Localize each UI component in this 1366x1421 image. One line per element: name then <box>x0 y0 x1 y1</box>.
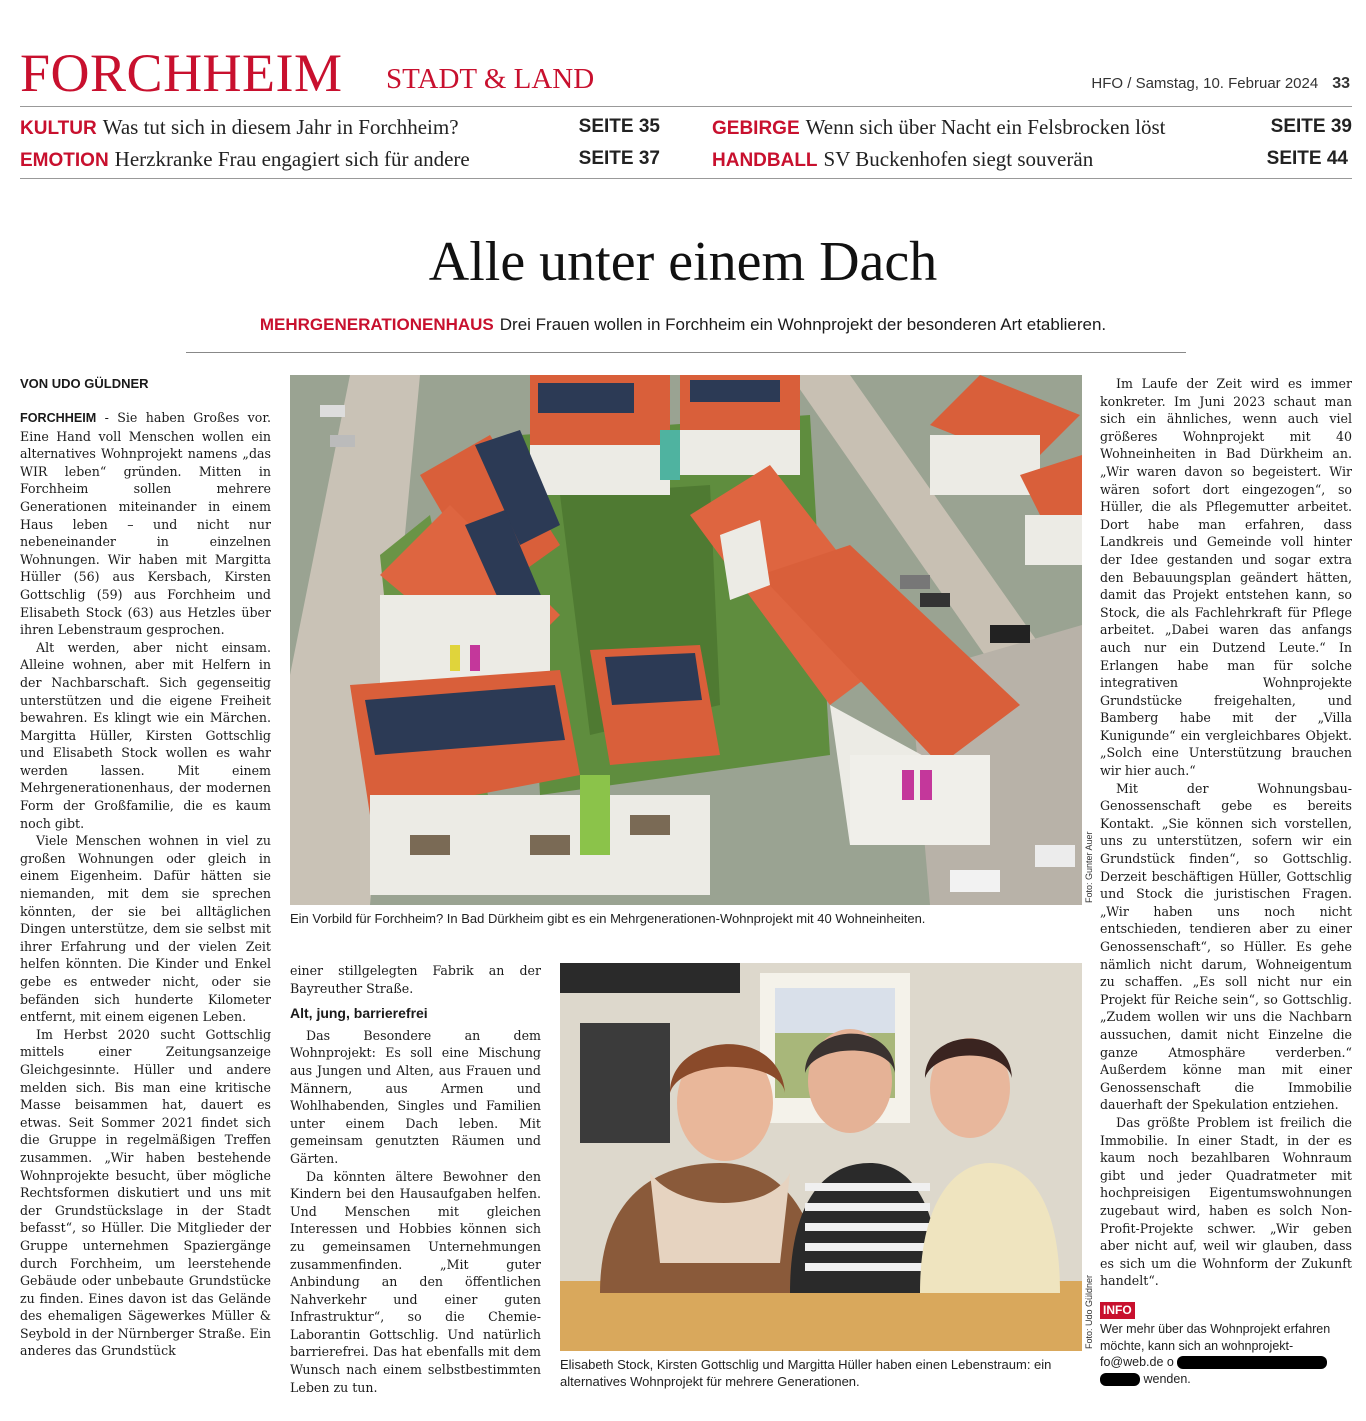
divider <box>20 106 1352 107</box>
teaser-text: Was tut sich in diesem Jahr in Forchheim? <box>102 115 459 139</box>
divider <box>186 352 1186 353</box>
teaser-keyword: HANDBALL <box>712 150 818 171</box>
paragraph: Alt werden, aber nicht einsam. Alleine wohnen, aber mit Helfern in der Nachbarschaft. Sich gegenseitig unterstützen und die eigene Freiheit bewahren. Es klingt wie ein Märchen. Margitta Hüller, Kirsten Gottschlig und Elisabeth Stock wollen es wahr werden lassen. Mit einem Mehrgenerationenhaus, der modernen Form der Großfamilie, die es kaum noch gibt. <box>20 639 271 831</box>
paragraph: Das größte Problem ist freilich die Immobilie. In einer Stadt, in der es kaum noch bezahlbaren Wohnraum gibt und jeder Quadratmeter mit hochpreisigen Eigentumswohnungen zugebaut wird, haben es solch Non-Profit-Projekte schwer. „Wir geben aber nicht auf, weil wir glauben, dass es sich um die Wohnform der Zukunft handelt“. <box>1100 1114 1352 1289</box>
teaser-keyword: KULTUR <box>20 118 97 139</box>
photo-credit: Foto: Udo Güldner <box>1084 1274 1094 1349</box>
photo-caption: Elisabeth Stock, Kirsten Gottschlig und Margitta Hüller haben einen Lebenstraum: ein alternatives Wohnprojekt für mehrere Generationen. <box>560 1357 1052 1389</box>
dek-keyword: MEHRGENERATIONENHAUS <box>259 315 494 334</box>
info-text <box>1100 1321 1350 1387</box>
section-title: FORCHHEIM <box>20 43 343 103</box>
byline: VON UDO GÜLDNER <box>20 376 149 391</box>
aerial-image <box>290 375 1082 905</box>
teaser-text: Wenn sich über Nacht ein Felsbrocken löst <box>805 115 1166 139</box>
teaser-gebirge[interactable] <box>712 113 1352 141</box>
teaser-text: SV Buckenhofen siegt souverän <box>823 147 1094 171</box>
edition-meta <box>1091 74 1350 94</box>
dek-text: Drei Frauen wollen in Forchheim ein Wohnprojekt der besonderen Art etablieren. <box>499 315 1107 334</box>
paragraph: Da könnten ältere Bewohner den Kindern bei den Hausaufgaben helfen. Und Menschen mit gleichen Interessen und Hobbies können sich zu gemeinsamen Unternehmungen zusammenfinden. „Mit guter Anbindung an den öffentlichen Nahverkehr und einer guten Infrastruktur“, so die Chemie-Laborantin Gottschlig. Und natürlich barrierefrei. Das hat ebenfalls mit dem Wunsch nach einem selbstbestimmten Leben zu tun. <box>290 1168 541 1394</box>
article-column-1 <box>20 409 271 1394</box>
teaser-handball[interactable] <box>712 145 1348 173</box>
paragraph: Das Besondere an dem Wohnprojekt: Es soll eine Mischung aus Jungen und Alten, aus Frauen und Männern, aus Armen und Wohlhabenden, Singles und Familien unter einem Dach leben. Mit gemeinsam genutzten Räumen und Gärten. <box>290 1027 541 1166</box>
teaser-emotion[interactable] <box>20 145 660 173</box>
teaser-keyword: GEBIRGE <box>712 118 800 139</box>
teaser-page: SEITE 44 <box>1266 148 1348 169</box>
dateline: FORCHHEIM <box>20 411 97 425</box>
article-column-4 <box>1100 375 1352 1290</box>
subheading: Alt, jung, barrierefrei <box>290 1005 428 1022</box>
dek <box>0 314 1366 336</box>
portrait-image <box>560 963 1082 1351</box>
teaser-text: Herzkranke Frau engagiert sich für andere <box>114 147 470 171</box>
section-subtitle: STADT & LAND <box>386 63 595 95</box>
paragraph: Im Laufe der Zeit wird es immer konkreter. Im Juni 2023 schaut man sich ein ähnliches, wenn auch viel größeres Wohnprojekt mit 40 Wohneinheiten in Bad Dürkheim an. „Wir waren davon so begeistert. Wir wären sofort dort eingezogen“, so Hüller, die als Pflegemutter arbeitet. Dort habe man erfahren, dass Landkreis und Gemeinde voll hinter der Idee gestanden und sogar extra den Bebauungsplan geändert hätten, damit das Projekt entstehen kann, so Stock, die als Fachlehrkraft für Pflege arbeitet. „Dabei waren das anfangs auch nur ein Dutzend Leute.“ In Erlangen habe man für solche integrativen Wohnprojekte Grundstücke freigehalten, und Bamberg habe mit der „Villa Kunigunde“ ein vergleichbares Objekt. „Solch eine Unterstützung brauchen wir hier auch.“ <box>1100 376 1352 779</box>
paragraph: einer stillgelegten Fabrik an der Bayreuther Straße. <box>290 963 541 996</box>
paragraph: FORCHHEIM - Sie haben Großes vor. Eine Hand voll Menschen wollen ein alternatives Wohnprojekt namens „das WIR leben“ gründen. Mitten in Forchheim sollen mehrere Generationen miteinander in einem Haus leben – und nicht nur nebeneinander in einzelnen Wohnungen. Wir haben mit Margitta Hüller (56) aus Kersbach, Kirsten Gottschlig (59) aus Forchheim und Elisabeth Stock (63) aus Hetzles über ihren Lebenstraum gesprochen. <box>20 410 271 638</box>
divider <box>20 178 1352 179</box>
aerial-photo <box>290 375 1082 905</box>
redaction-bar <box>1100 1373 1140 1386</box>
edition-date: HFO / Samstag, 10. Februar 2024 <box>1091 75 1319 92</box>
photo-credit: Foto: Gunter Auer <box>1084 831 1094 903</box>
info-label: INFO <box>1100 1302 1135 1319</box>
teaser-page: SEITE 39 <box>1270 116 1352 137</box>
paragraph: Mit der Wohnungsbau-Genossenschaft gebe es bereits Kontakt. „Sie können sich vorstellen, uns zu unterstützen, sofern wir ein Grundstück finden“, so Gottschlig. Derzeit beschäftigen Hüller, Gottschlig und Stock die juristischen Fragen. „Wir haben uns noch nicht entschieden, tendieren aber zu einer Genossenschaft“, so Hüller. Es gehe nämlich nicht darum, Wohneigentum zu schaffen. „Es soll nicht nur ein Projekt für Reiche sein“, so Gottschlig. „Zudem wollen wir uns die Nachbarn aussuchen, damit nicht Einzelne die ganze Atmosphäre verderben.“ Außerdem könne man mit einer Genossenschaft die Immobilie dauerhaft der Spekulation entziehen. <box>1100 780 1352 1113</box>
article-column-2 <box>290 962 541 1394</box>
info-text-b: wenden. <box>1143 1371 1191 1386</box>
page-number: 33 <box>1332 75 1350 92</box>
headline: Alle unter einem Dach <box>428 231 938 293</box>
teaser-page: SEITE 35 <box>578 116 660 137</box>
photo-caption: Ein Vorbild für Forchheim? In Bad Dürkheim gibt es ein Mehrgenerationen-Wohnprojekt mit 40 Wohneinheiten. <box>290 911 926 926</box>
masthead <box>20 44 1350 102</box>
redaction-bar <box>1177 1356 1327 1369</box>
portrait-photo <box>560 963 1082 1351</box>
info-text-a: Wer mehr über das Wohnprojekt erfahren möchte, kann sich an wohnprojekt-fo@web.de o <box>1100 1322 1331 1369</box>
teaser-page: SEITE 37 <box>578 148 660 169</box>
teaser-keyword: EMOTION <box>20 150 109 171</box>
paragraph: Viele Menschen wohnen in viel zu großen Wohnungen oder gleich in einem Eigenheim. Dafür hätten sie niemanden, mit dem sie sprechen könnten, der sie bei alltäglichen Dingen unterstütze, dem sie selbst mit ihrer Erfahrung und der vielen Zeit helfen könnten. Die Kinder und Enkel gebe es entweder nicht, oder sie befänden sich hunderte Kilometer entfernt, mit einem eigenen Leben. <box>20 833 271 1025</box>
paragraph: Im Herbst 2020 sucht Gottschlig mittels einer Zeitungsanzeige Gleichgesinnte. Hüller und andere melden sich. Bis man eine kritische Masse beisammen hat, dauert es etwas. Seit Sommer 2021 findet sich die Gruppe in regelmäßigen Treffen zusammen. „Wir haben bestehende Wohnprojekte besucht, über mögliche Rechtsformen diskutiert und uns mit der Grundstückslage in der Stadt befasst“, so Hüller. Die Mitglieder der Gruppe unternehmen Spaziergänge durch Forchheim, um leerstehende Gebäude oder unbebaute Grundstücke zu finden. Eines davon ist das Gelände des ehemaligen Sägewerkes Müller & Seybold in der Nürnberger Straße. Ein anderes das Grundstück <box>20 1026 271 1359</box>
teaser-kultur[interactable] <box>20 113 660 141</box>
